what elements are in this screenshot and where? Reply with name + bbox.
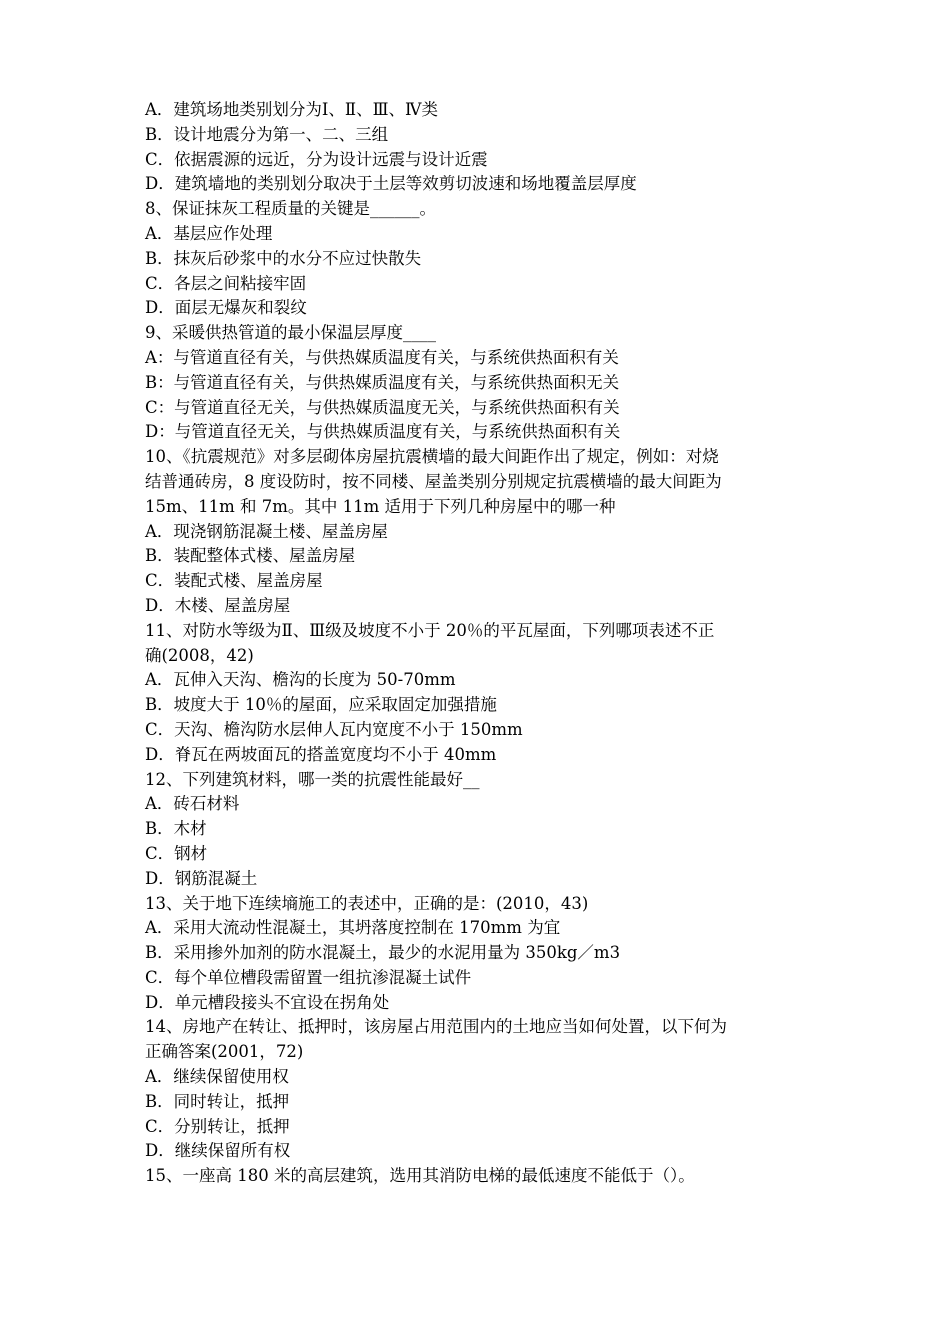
text-line: D．木楼、屋盖房屋 (145, 595, 291, 615)
text-line: D．继续保留所有权 (145, 1141, 291, 1161)
question-line: 13、关于地下连续墒施工的表述中，正确的是：(2010，43) (145, 893, 589, 913)
text-line: C．依据震源的远近，分为设计远震与设计近震 (145, 149, 488, 169)
document-body (145, 98, 825, 1189)
question-line: 11、对防水等级为Ⅱ、Ⅲ级及坡度不小于 20％的平瓦屋面，下列哪项表述不正 (145, 620, 715, 640)
text-line: C．钢材 (145, 843, 208, 863)
text-line: A．建筑场地类别划分为Ⅰ、Ⅱ、Ⅲ、Ⅳ类 (145, 100, 439, 119)
text-line: D：与管道直径无关，与供热媒质温度有关，与系统供热面积有关 (145, 422, 621, 442)
text-line: A．砖石材料 (145, 794, 240, 814)
text-line: B．抹灰后砂浆中的水分不应过快散失 (145, 248, 422, 268)
text-line: C．分别转让，抵押 (145, 1116, 290, 1136)
question-line: 确(2008，42) (145, 645, 254, 665)
text-line: D．面层无爆灰和裂纹 (145, 298, 307, 318)
text-line: B．坡度大于 10％的屋面，应采取固定加强措施 (145, 695, 497, 715)
text-line: C．每个单位槽段需留置一组抗渗混凝土试件 (145, 967, 472, 987)
text-line: A．现浇钢筋混凝土楼、屋盖房屋 (145, 521, 388, 541)
text-line: B：与管道直径有关，与供热媒质温度有关，与系统供热面积无关 (145, 372, 620, 392)
text-line: B．同时转让，抵押 (145, 1091, 290, 1111)
question-line: 8、保证抹灰工程质量的关键是______。 (145, 199, 436, 219)
text-line: A．基层应作处理 (145, 223, 273, 243)
text-line: D．钢筋混凝土 (145, 868, 258, 888)
text-line: B．装配整体式楼、屋盖房屋 (145, 546, 356, 566)
text-line: D．单元槽段接头不宜设在拐角处 (145, 992, 390, 1012)
text-line: C．天沟、檐沟防水层伸人瓦内宽度不小于 150mm (145, 719, 523, 739)
question-line: 正确答案(2001，72) (145, 1042, 304, 1062)
text-line: B．采用掺外加剂的防水混凝土，最少的水泥用量为 350kg／m3 (145, 943, 621, 963)
text-line: A．继续保留使用权 (145, 1067, 289, 1087)
text-line: C：与管道直径无关，与供热媒质温度无关，与系统供热面积有关 (145, 397, 620, 417)
text-line: A．瓦伸入天沟、檐沟的长度为 50-70mm (145, 670, 456, 690)
text-line: A．采用大流动性混凝土，其坍落度控制在 170mm 为宜 (145, 918, 561, 938)
question-line: 9、采暖供热管道的最小保温层厚度____ (145, 323, 436, 343)
question-line: 15、一座高 180 米的高层建筑，选用其消防电梯的最低速度不能低于（）。 (145, 1166, 695, 1186)
text-line: A：与管道直径有关，与供热媒质温度有关，与系统供热面积有关 (145, 347, 619, 367)
text-line: C．装配式楼、屋盖房屋 (145, 571, 323, 591)
question-line: 10、《抗震规范》对多层砌体房屋抗震横墙的最大间距作出了规定，例如：对烧 (145, 447, 719, 467)
text-line: D．建筑墙地的类别划分取决于土层等效剪切波速和场地覆盖层厚度 (145, 174, 637, 194)
text-line: D．脊瓦在两坡面瓦的搭盖宽度均不小于 40mm (145, 744, 497, 764)
text-line: C．各层之间粘接牢固 (145, 273, 307, 293)
question-line: 12、下列建筑材料，哪一类的抗震性能最好__ (145, 769, 480, 789)
text-line: B．设计地震分为第一、二、三组 (145, 124, 389, 144)
text-line: B．木材 (145, 819, 207, 839)
question-line: 结普通砖房，8 度设防时，按不同楼、屋盖类别分别规定抗震横墙的最大间距为 (145, 471, 722, 491)
question-line: 14、房地产在转让、抵押时，该房屋占用范围内的土地应当如何处置，以下何为 (145, 1017, 727, 1037)
question-line: 15m、11m 和 7m。其中 11m 适用于下列几种房屋中的哪一种 (145, 496, 616, 516)
